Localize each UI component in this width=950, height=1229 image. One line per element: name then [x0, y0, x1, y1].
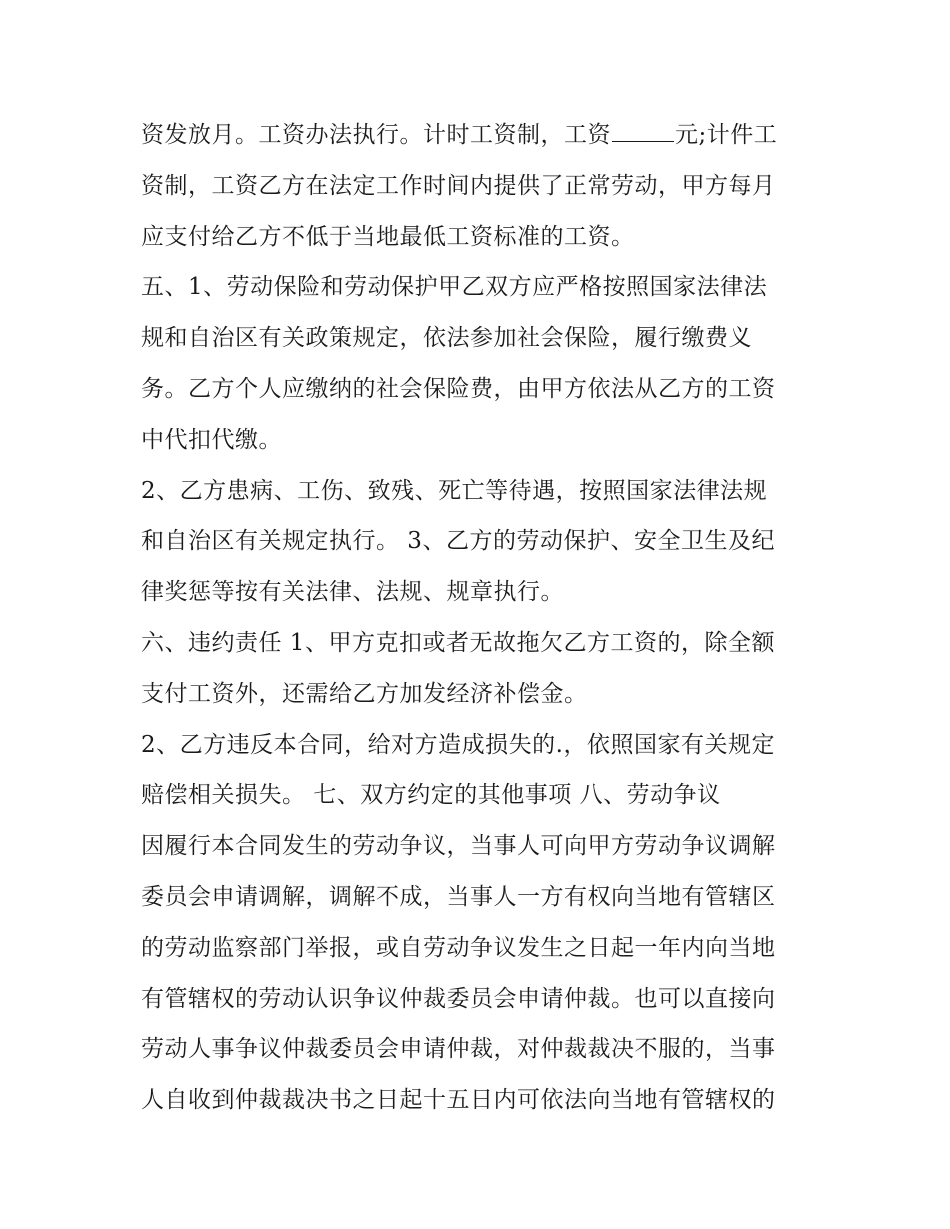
- text-line-15: 因履行本合同发生的劳动争议，当事人可向甲方劳动争议调解: [141, 833, 776, 860]
- text-line-19: 劳动人事争议仲裁委员会申请仲裁，对仲裁裁决不服的，当事: [141, 1036, 776, 1063]
- contract-text-body: [141, 110, 821, 1126]
- text-line-3: 应支付给乙方不低于当地最低工资标准的工资。: [141, 223, 635, 250]
- text-line-18: 有管辖权的劳动认识争议仲裁委员会申请仲裁。也可以直接向: [141, 985, 776, 1012]
- text-line-1-part-a: 资发放月。工资办法执行。计时工资制，工资: [141, 122, 611, 148]
- text-line-1-part-b: 元;计件工: [675, 122, 778, 148]
- wage-amount-blank: [612, 119, 674, 142]
- text-line-8: 2、乙方患病、工伤、致残、死亡等待遇，按照国家法律法规: [141, 477, 768, 504]
- text-line-20: 人自收到仲裁裁决书之日起十五日内可依法向当地有管辖权的: [141, 1087, 776, 1114]
- text-line-1: [141, 110, 821, 161]
- text-line-6: 务。乙方个人应缴纳的社会保险费，由甲方依法从乙方的工资: [141, 375, 776, 402]
- text-line-17: 的劳动监察部门举报，或自劳动争议发生之日起一年内向当地: [141, 934, 776, 961]
- text-line-2: 资制，工资乙方在法定工作时间内提供了正常劳动，甲方每月: [141, 172, 776, 199]
- text-line-16: 委员会申请调解，调解不成，当事人一方有权向当地有管辖区: [141, 883, 776, 910]
- text-line-5: 规和自治区有关政策规定，依法参加社会保险，履行缴费义: [141, 325, 752, 352]
- text-line-4: 五、1、劳动保险和劳动保护甲乙双方应严格按照国家法律法: [141, 274, 768, 301]
- text-line-12: 支付工资外，还需给乙方加发经济补偿金。: [141, 680, 588, 707]
- text-line-14: 赔偿相关损失。 七、双方约定的其他事项 八、劳动争议: [141, 782, 721, 809]
- text-line-10: 律奖惩等按有关法律、法规、规章执行。: [141, 579, 564, 606]
- text-line-9: 和自治区有关规定执行。 3、乙方的劳动保护、安全卫生及纪: [141, 528, 775, 555]
- text-line-13: 2、乙方违反本合同，给对方造成损失的.，依照国家有关规定: [141, 731, 775, 758]
- text-line-11: 六、违约责任 1、甲方克扣或者无故拖欠乙方工资的，除全额: [141, 629, 775, 656]
- text-line-7: 中代扣代缴。: [141, 426, 282, 453]
